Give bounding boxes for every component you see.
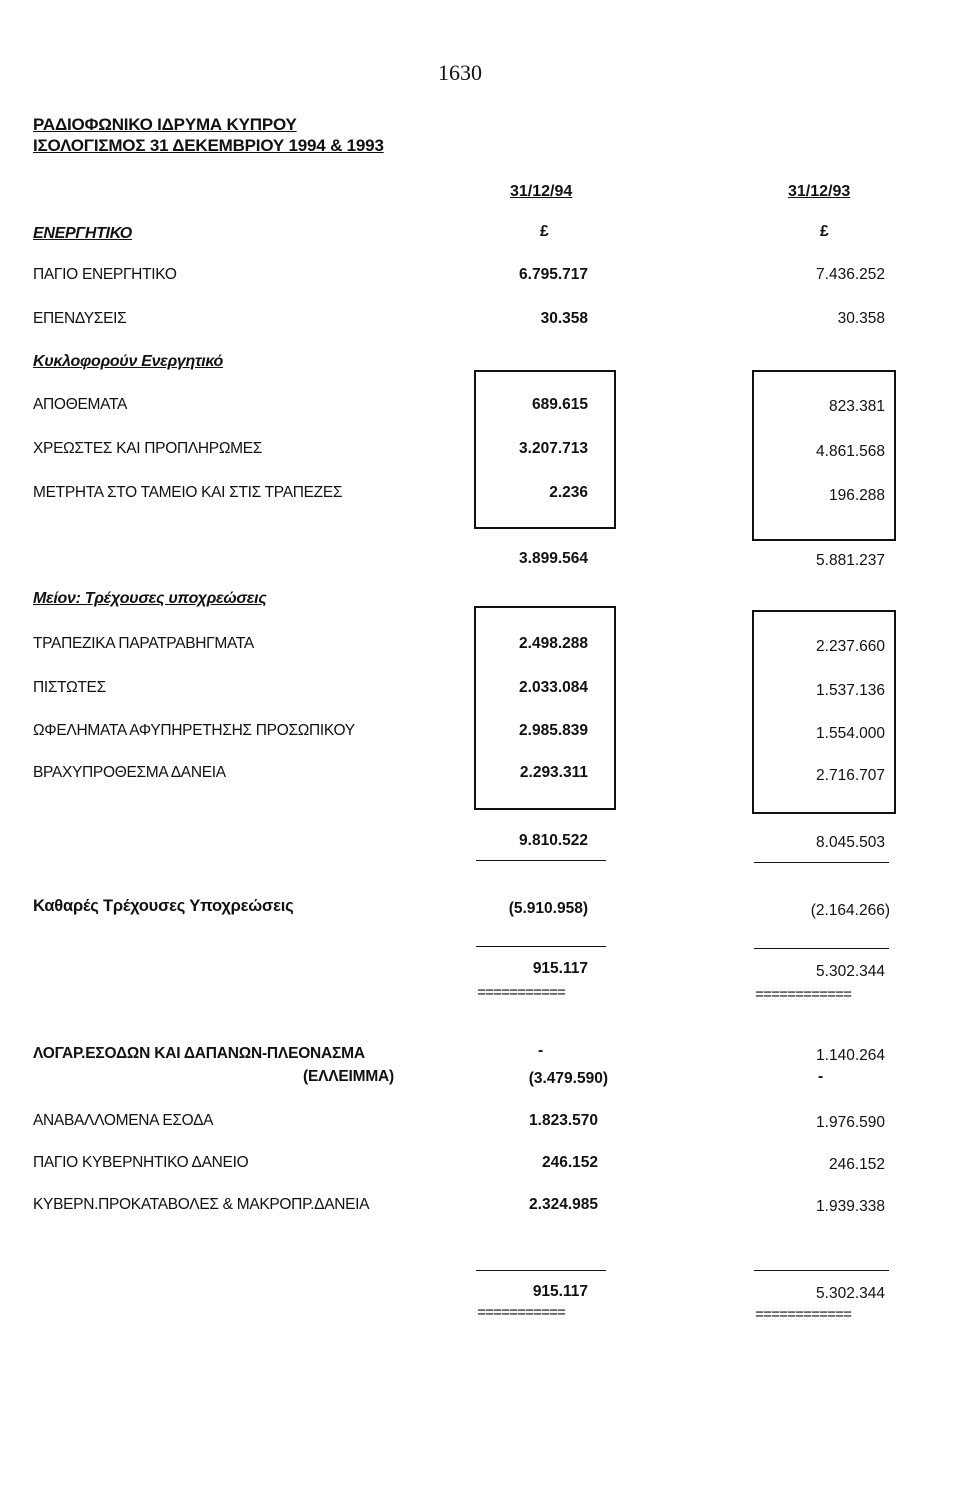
investments-1993: 30.358 <box>837 310 885 327</box>
government-advances-label: ΚΥΒΕΡΝ.ΠΡΟΚΑΤΑΒΟΛΕΣ & ΜΑΚΡΟΠΡ.ΔΑΝΕΙΑ <box>33 1196 370 1213</box>
investments-label: ΕΠΕΝΔΥΣΕΙΣ <box>33 310 127 327</box>
retirement-benefits-1993: 1.554.000 <box>816 725 885 742</box>
net-current-liabilities-1994: (5.910.958) <box>508 900 588 917</box>
net-current-liabilities-1993: (2.164.266) <box>810 902 890 919</box>
current-assets-total-1993: 5.881.237 <box>816 552 885 569</box>
fixed-assets-1994: 6.795.717 <box>519 266 588 283</box>
rule-liabilities-1993 <box>754 862 889 863</box>
income-account-label: ΛΟΓΑΡ.ΕΣΟΔΩΝ ΚΑΙ ΔΑΠΑΝΩΝ-ΠΛΕΟΝΑΣΜΑ <box>33 1045 365 1062</box>
overdrafts-1993: 2.237.660 <box>816 638 885 655</box>
rule-funding-1994 <box>476 1270 606 1271</box>
creditors-1993: 1.537.136 <box>816 682 885 699</box>
government-advances-1994: 2.324.985 <box>529 1196 598 1213</box>
net-assets-1994: 915.117 <box>532 960 588 977</box>
fixed-assets-label: ΠΑΓΙΟ ΕΝΕΡΓΗΤΙΚΟ <box>33 266 177 283</box>
cash-label: ΜΕΤΡΗΤΑ ΣΤΟ ΤΑΜΕΙΟ ΚΑΙ ΣΤΙΣ ΤΡΑΠΕΖΕΣ <box>33 484 343 501</box>
statement-title: ΙΣΟΛΟΓΙΣΜΟΣ 31 ΔΕΚΕΜΒΡΙΟΥ 1994 & 1993 <box>33 136 384 155</box>
current-liabilities-total-1994: 9.810.522 <box>519 832 588 849</box>
assets-heading: ΕΝΕΡΓΗΤΙΚΟ <box>33 225 132 242</box>
income-account-surplus-1993: 1.140.264 <box>816 1047 885 1064</box>
inventory-label: ΑΠΟΘΕΜΑΤΑ <box>33 396 128 413</box>
overdrafts-1994: 2.498.288 <box>519 635 588 652</box>
column-header-1994: 31/12/94 <box>510 183 573 200</box>
double-rule-net-1993: ============ <box>755 987 852 1004</box>
deferred-income-1993: 1.976.590 <box>816 1114 885 1131</box>
current-assets-heading: Κυκλοφορούν Ενεργητικό <box>33 353 224 370</box>
creditors-label: ΠΙΣΤΩΤΕΣ <box>33 679 106 696</box>
income-account-surplus-1994: - <box>538 1042 543 1059</box>
income-account-deficit-1994: (3.479.590) <box>528 1070 608 1087</box>
rule-net-1994 <box>476 946 606 947</box>
fixed-assets-1993: 7.436.252 <box>816 266 885 283</box>
funding-total-1994: 915.117 <box>532 1283 588 1300</box>
currency-1993: £ <box>820 223 829 240</box>
rule-net-1993 <box>754 948 889 949</box>
page-number: 1630 <box>438 60 482 85</box>
currency-1994: £ <box>540 223 549 240</box>
inventory-1993: 823.381 <box>828 398 885 415</box>
debtors-1993: 4.861.568 <box>816 443 885 460</box>
income-account-deficit-1993: - <box>818 1068 823 1085</box>
government-loan-1993: 246.152 <box>828 1156 885 1173</box>
current-assets-total-1994: 3.899.564 <box>519 550 588 567</box>
deferred-income-label: ΑΝΑΒΑΛΛΟΜΕΝΑ ΕΣΟΔΑ <box>33 1112 214 1129</box>
current-liabilities-heading: Μείον: Τρέχουσες υποχρεώσεις <box>33 590 267 607</box>
organization-name: ΡΑΔΙΟΦΩΝΙΚΟ ΙΔΡΥΜΑ ΚΥΠΡΟΥ <box>33 115 297 134</box>
current-liabilities-total-1993: 8.045.503 <box>816 834 885 851</box>
short-term-loans-1994: 2.293.311 <box>519 764 588 781</box>
rule-funding-1993 <box>754 1270 889 1271</box>
column-header-1993: 31/12/93 <box>788 183 851 200</box>
overdrafts-label: ΤΡΑΠΕΖΙΚΑ ΠΑΡΑΤΡΑΒΗΓΜΑΤΑ <box>33 635 254 652</box>
investments-1994: 30.358 <box>540 310 588 327</box>
cash-1993: 196.288 <box>828 487 885 504</box>
rule-liabilities-1994 <box>476 860 606 861</box>
double-rule-funding-1993: ============ <box>755 1307 852 1324</box>
retirement-benefits-1994: 2.985.839 <box>519 722 588 739</box>
funding-total-1993: 5.302.344 <box>816 1285 885 1302</box>
cash-1994: 2.236 <box>549 484 588 501</box>
deferred-income-1994: 1.823.570 <box>529 1112 598 1129</box>
deficit-label: (ΕΛΛΕΙΜΜΑ) <box>303 1068 395 1085</box>
creditors-1994: 2.033.084 <box>519 679 588 696</box>
double-rule-net-1994: =========== <box>477 985 566 1002</box>
short-term-loans-label: ΒΡΑΧΥΠΡΟΘΕΣΜΑ ΔΑΝΕΙΑ <box>33 764 226 781</box>
double-rule-funding-1994: =========== <box>477 1305 566 1322</box>
debtors-1994: 3.207.713 <box>519 440 588 457</box>
net-assets-1993: 5.302.344 <box>816 963 885 980</box>
debtors-label: ΧΡΕΩΣΤΕΣ ΚΑΙ ΠΡΟΠΛΗΡΩΜΕΣ <box>33 440 263 457</box>
retirement-benefits-label: ΩΦΕΛΗΜΑΤΑ ΑΦΥΠΗΡΕΤΗΣΗΣ ΠΡΟΣΩΠΙΚΟΥ <box>33 722 355 739</box>
government-advances-1993: 1.939.338 <box>816 1198 885 1215</box>
government-loan-label: ΠΑΓΙΟ ΚΥΒΕΡΝΗΤΙΚΟ ΔΑΝΕΙΟ <box>33 1154 249 1171</box>
short-term-loans-1993: 2.716.707 <box>816 767 885 784</box>
net-current-liabilities-label: Καθαρές Τρέχουσες Υποχρεώσεις <box>33 897 294 915</box>
government-loan-1994: 246.152 <box>541 1154 598 1171</box>
inventory-1994: 689.615 <box>531 396 588 413</box>
